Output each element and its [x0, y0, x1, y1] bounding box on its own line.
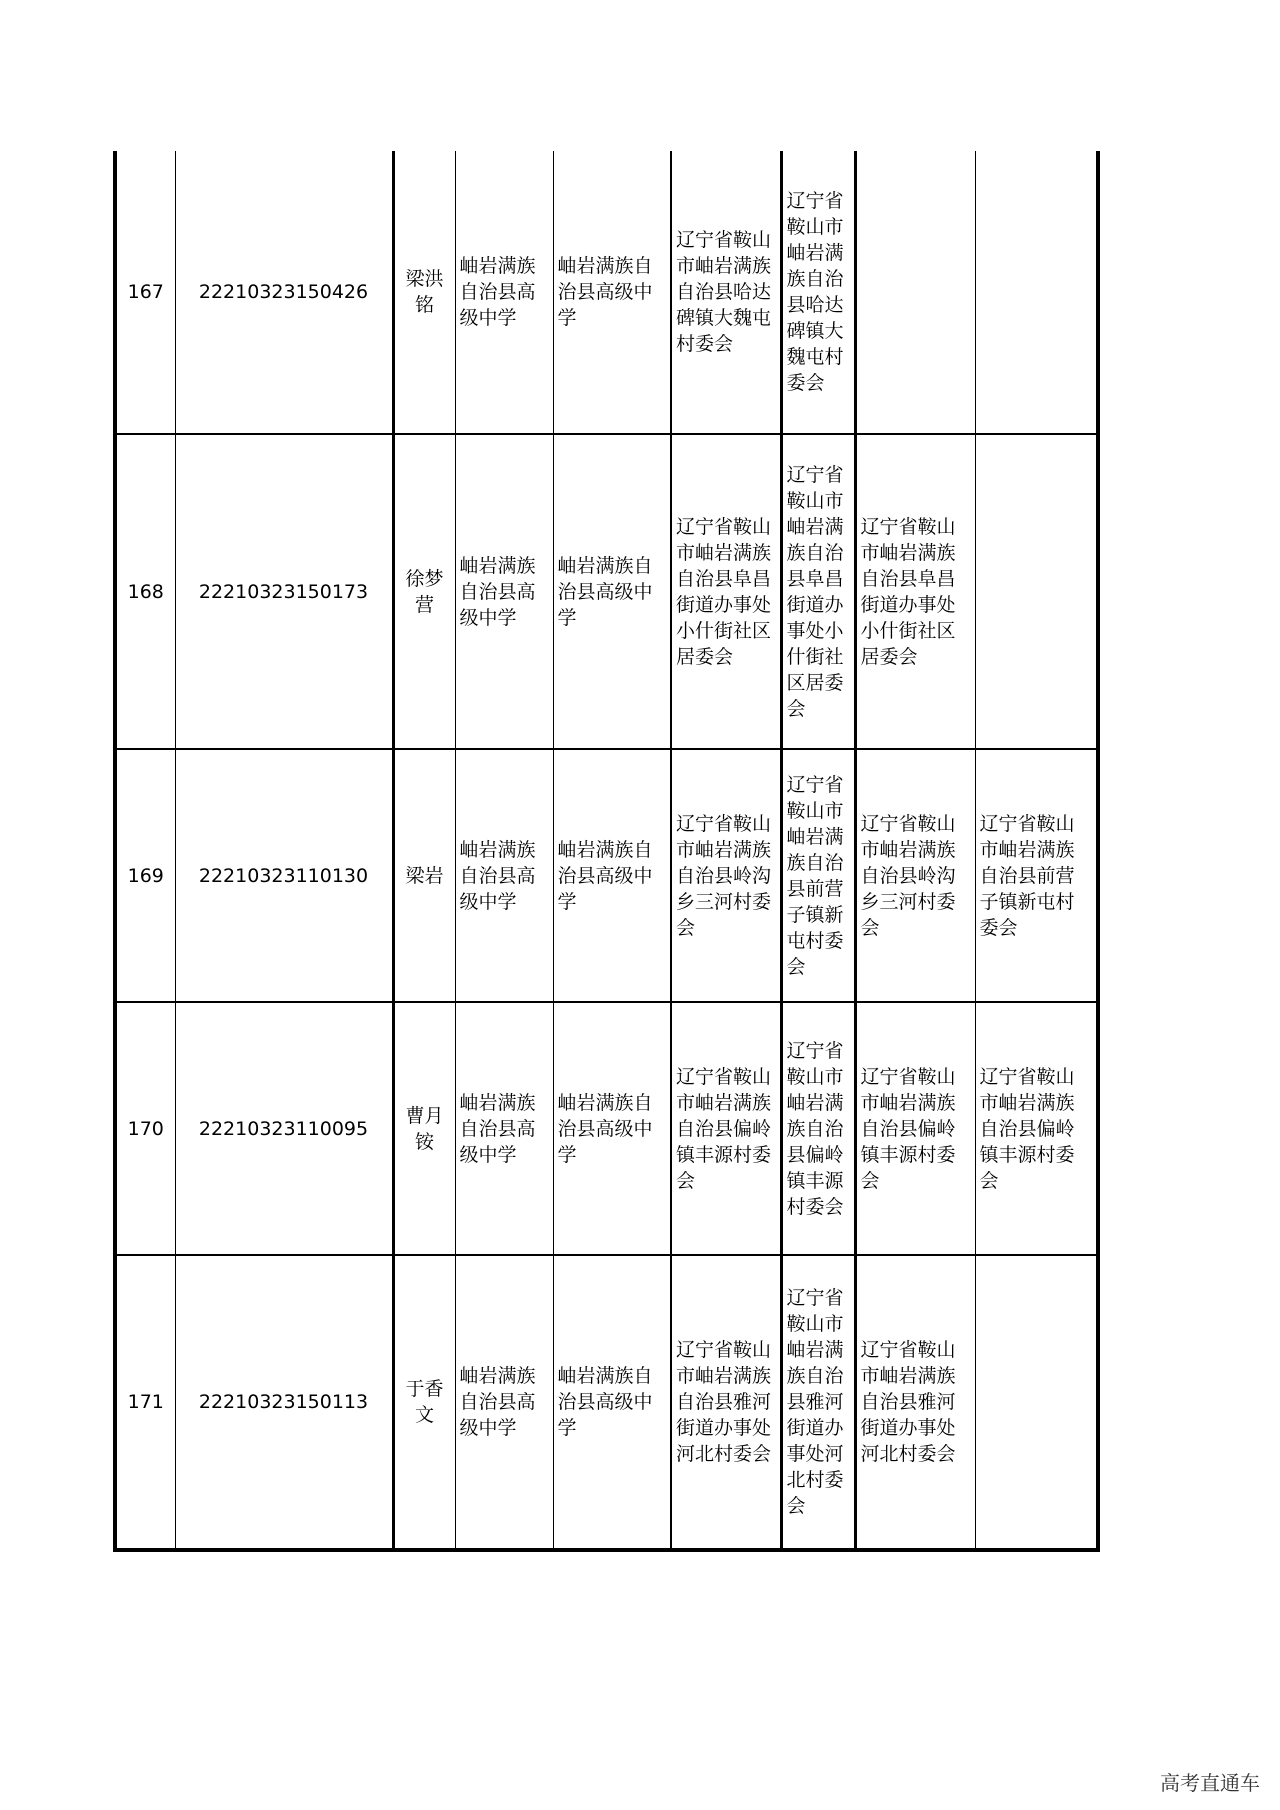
address-cell [855, 151, 975, 434]
address-cell: 辽宁省鞍山市岫岩满族自治县哈达碑镇大魏屯村委会 [671, 151, 781, 434]
student-name-cell: 于香文 [393, 1255, 455, 1550]
address-cell: 辽宁省鞍山市岫岩满族自治县阜昌街道办事处小什街社区居委会 [855, 434, 975, 749]
admit-school-cell: 岫岩满族自治县高级中学 [553, 1255, 671, 1550]
address-cell: 辽宁省鞍山市岫岩满族自治县雅河街道办事处河北村委会 [671, 1255, 781, 1550]
student-name-cell: 梁岩 [393, 749, 455, 1002]
address-cell: 辽宁省鞍山市岫岩满族自治县岭沟乡三河村委会 [671, 749, 781, 1002]
admit-school-cell: 岫岩满族自治县高级中学 [553, 1002, 671, 1255]
admission-table [113, 151, 1100, 1552]
admit-school-cell: 岫岩满族自治县高级中学 [553, 749, 671, 1002]
address-cell [975, 151, 1098, 434]
admit-school-cell: 岫岩满族自治县高级中学 [553, 434, 671, 749]
student-name-cell: 梁洪铭 [393, 151, 455, 434]
address-cell: 辽宁省鞍山市岫岩满族自治县偏岭镇丰源村委会 [975, 1002, 1098, 1255]
address-cell: 辽宁省鞍山市岫岩满族自治县阜昌街道办事处小什街社区居委会 [781, 434, 855, 749]
table-row [115, 1255, 1098, 1550]
admit-school-cell: 岫岩满族自治县高级中学 [553, 151, 671, 434]
table-row [115, 434, 1098, 749]
graduate-school-cell: 岫岩满族自治县高级中学 [455, 1255, 553, 1550]
address-cell: 辽宁省鞍山市岫岩满族自治县偏岭镇丰源村委会 [781, 1002, 855, 1255]
graduate-school-cell: 岫岩满族自治县高级中学 [455, 434, 553, 749]
address-cell: 辽宁省鞍山市岫岩满族自治县阜昌街道办事处小什街社区居委会 [671, 434, 781, 749]
address-cell: 辽宁省鞍山市岫岩满族自治县偏岭镇丰源村委会 [671, 1002, 781, 1255]
address-cell: 辽宁省鞍山市岫岩满族自治县哈达碑镇大魏屯村委会 [781, 151, 855, 434]
address-cell: 辽宁省鞍山市岫岩满族自治县前营子镇新屯村委会 [781, 749, 855, 1002]
address-cell: 辽宁省鞍山市岫岩满族自治县雅河街道办事处河北村委会 [781, 1255, 855, 1550]
table-row [115, 749, 1098, 1002]
address-cell [975, 1255, 1098, 1550]
seq-cell: 167 [115, 151, 175, 434]
exam-number-cell: 22210323150426 [175, 151, 393, 434]
table-row [115, 1002, 1098, 1255]
watermark-text: 高考直通车 [1160, 1771, 1260, 1795]
graduate-school-cell: 岫岩满族自治县高级中学 [455, 1002, 553, 1255]
student-name-cell: 曹月铵 [393, 1002, 455, 1255]
address-cell: 辽宁省鞍山市岫岩满族自治县岭沟乡三河村委会 [855, 749, 975, 1002]
graduate-school-cell: 岫岩满族自治县高级中学 [455, 151, 553, 434]
seq-cell: 170 [115, 1002, 175, 1255]
address-cell: 辽宁省鞍山市岫岩满族自治县前营子镇新屯村委会 [975, 749, 1098, 1002]
address-cell: 辽宁省鞍山市岫岩满族自治县雅河街道办事处河北村委会 [855, 1255, 975, 1550]
exam-number-cell: 22210323110130 [175, 749, 393, 1002]
exam-number-cell: 22210323150173 [175, 434, 393, 749]
address-cell [975, 434, 1098, 749]
address-cell: 辽宁省鞍山市岫岩满族自治县偏岭镇丰源村委会 [855, 1002, 975, 1255]
exam-number-cell: 22210323110095 [175, 1002, 393, 1255]
seq-cell: 168 [115, 434, 175, 749]
seq-cell: 169 [115, 749, 175, 1002]
seq-cell: 171 [115, 1255, 175, 1550]
student-name-cell: 徐梦营 [393, 434, 455, 749]
graduate-school-cell: 岫岩满族自治县高级中学 [455, 749, 553, 1002]
table-row [115, 151, 1098, 434]
exam-number-cell: 22210323150113 [175, 1255, 393, 1550]
